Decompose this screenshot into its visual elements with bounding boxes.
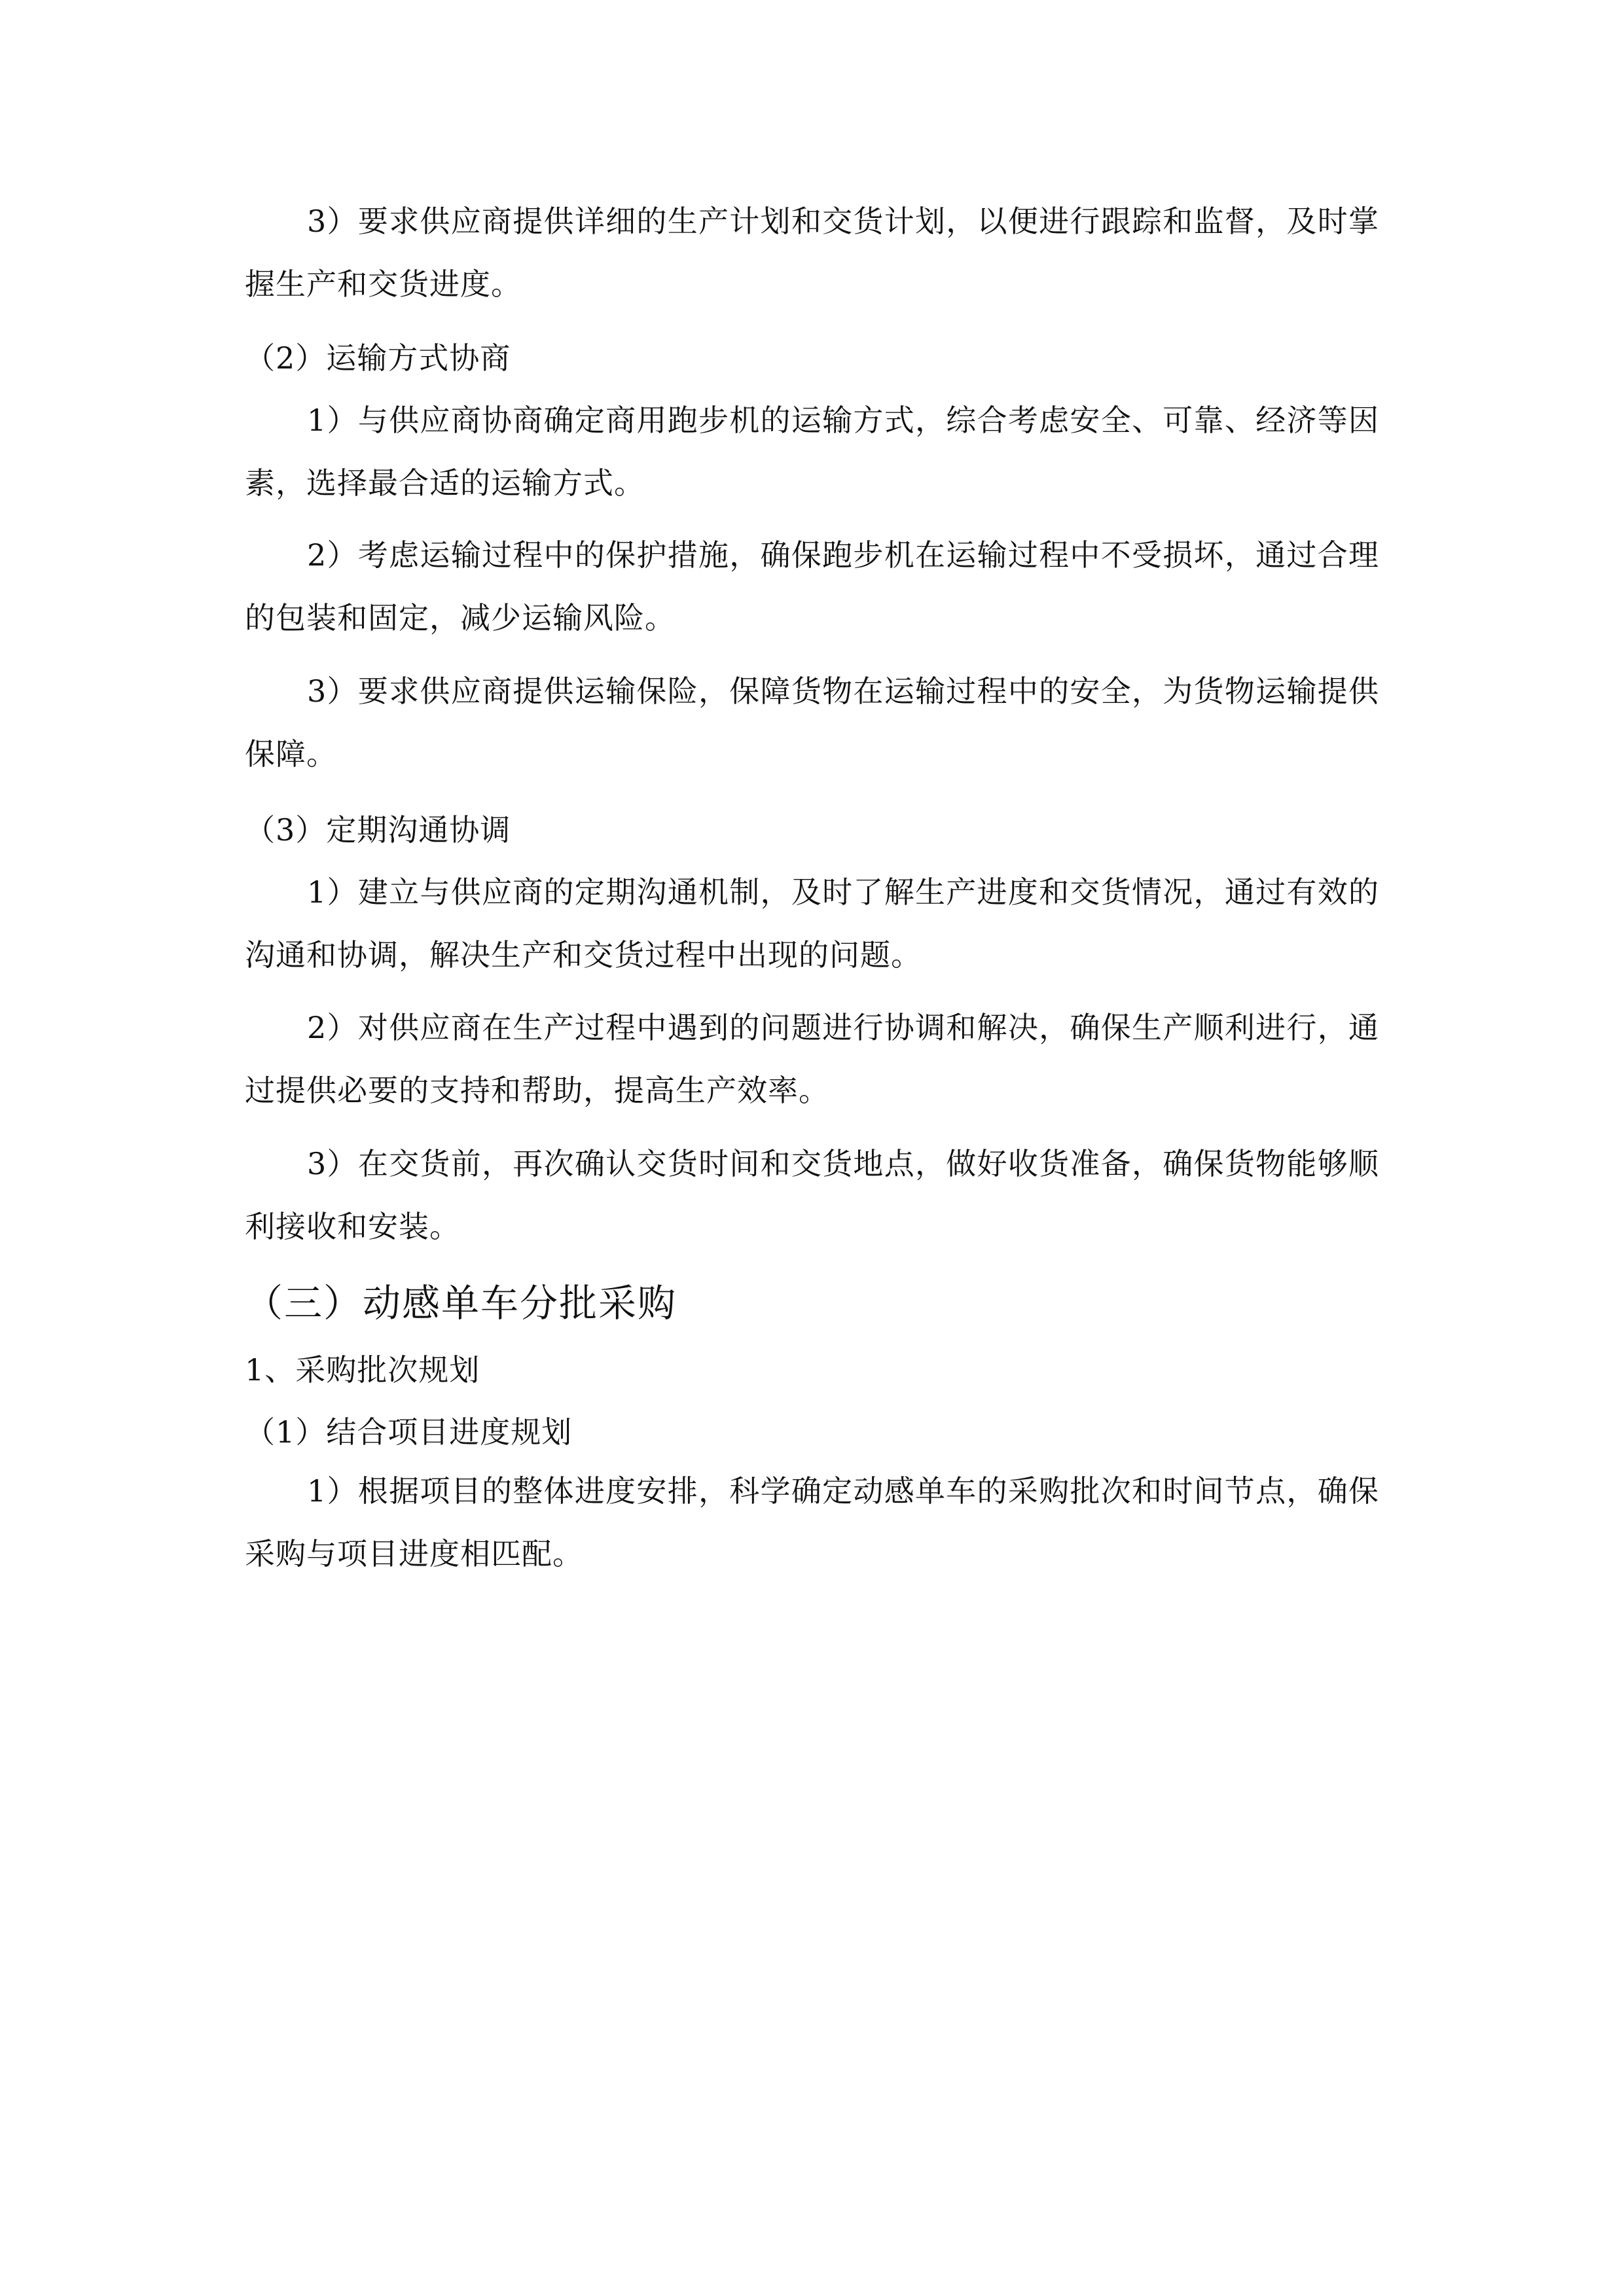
paragraph-communication-mechanism: 1）建立与供应商的定期沟通机制，及时了解生产进度和交货情况，通过有效的沟通和协调，解决生产和交货过程中出现的问题。 — [245, 874, 1379, 973]
subheading-project-progress: （1）结合项目进度规划 — [245, 1414, 573, 1450]
heading-batch-planning: 1、采购批次规划 — [245, 1352, 480, 1388]
paragraph-transport-insurance: 3）要求供应商提供运输保险，保障货物在运输过程中的安全，为货物运输提供保障。 — [245, 673, 1379, 772]
paragraph-transport-protection: 2）考虑运输过程中的保护措施，确保跑步机在运输过程中不受损坏，通过合理的包装和固定，减少运输风险。 — [245, 537, 1379, 636]
section-title-spin-bike: （三）动感单车分批采购 — [245, 1281, 677, 1325]
paragraph-problem-coordination: 2）对供应商在生产过程中遇到的问题进行协调和解决，确保生产顺利进行，通过提供必要的支持和帮助，提高生产效率。 — [245, 1010, 1379, 1108]
subheading-communication: （3）定期沟通协调 — [245, 812, 511, 848]
paragraph-supplier-plan: 3）要求供应商提供详细的生产计划和交货计划，以便进行跟踪和监督，及时掌握生产和交货进度。 — [245, 204, 1379, 302]
subheading-transport: （2）运输方式协商 — [245, 340, 511, 376]
paragraph-delivery-confirmation: 3）在交货前，再次确认交货时间和交货地点，做好收货准备，确保货物能够顺利接收和安装。 — [245, 1146, 1379, 1244]
paragraph-batch-schedule: 1）根据项目的整体进度安排，科学确定动感单车的采购批次和时间节点，确保采购与项目进度相匹配。 — [245, 1473, 1379, 1571]
paragraph-transport-method: 1）与供应商协商确定商用跑步机的运输方式，综合考虑安全、可靠、经济等因素，选择最合适的运输方式。 — [245, 403, 1379, 501]
